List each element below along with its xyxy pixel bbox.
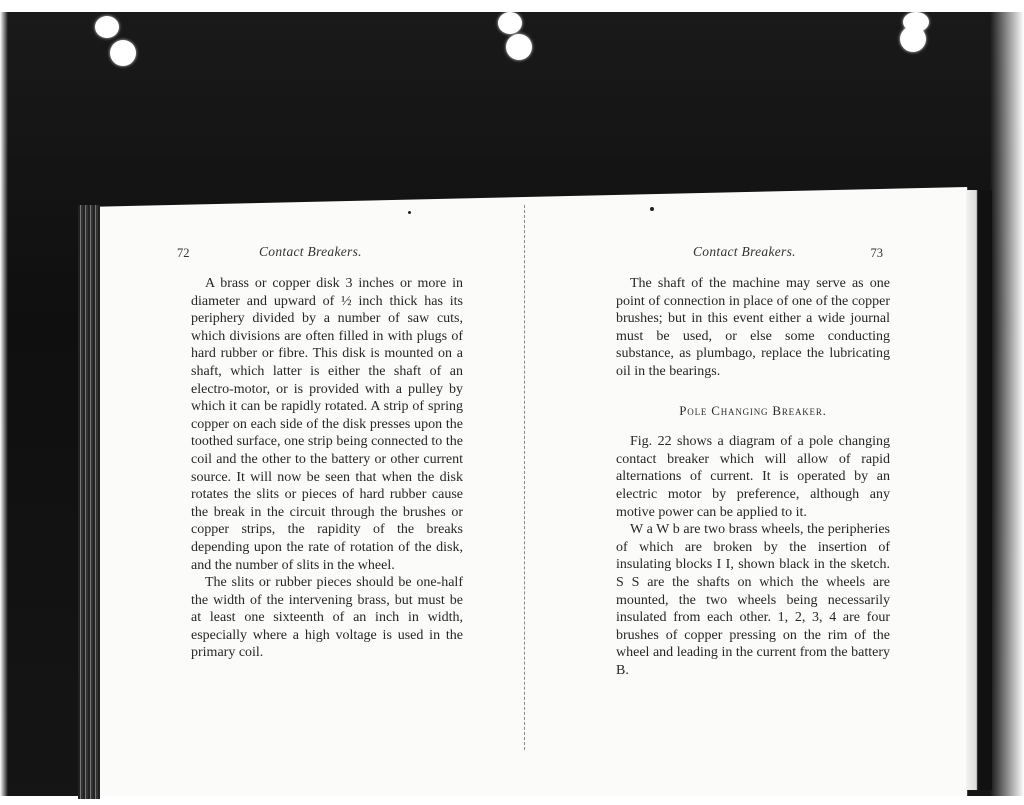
scan-edge-top [0,0,1024,12]
paragraph: Fig. 22 shows a diagram of a pole changing contact breaker which will allow of rapid alternations of current. It is operated by an electric motor by preference, although any motive power can be applied to it. [616,434,890,520]
page-header [163,238,463,264]
paragraph: The shaft of the machine may serve as one point of connection in place of one of the copper brushes; but in this event either a wide journal must be used, or else some conducting substance, as plumbago, replace the lubricating oil in the bearings. [616,276,890,379]
punch-hole [110,40,136,66]
left-page [163,238,463,662]
punch-hole [900,26,926,52]
running-head: Contact Breakers. [693,244,796,259]
page-number: 73 [870,246,883,260]
paragraph: A brass or copper disk 3 inches or more in diameter and upward of ½ inch thick has its periphery divided by a number of saw cuts, which divisions are often filled in with plugs of hard rubber or fibre. This disk is mounted on a shaft, which latter is either the shaft of an electro-motor, or is provided with a pulley by which it can be rapidly rotated. A strip of spring copper on each side of the disk presses upon the toothed surface, one strip being connected to the coil and the other to the battery or other current source. It will now be seen that when the disk rotates the slits or pieces of hard rubber cause the break in the circuit through the brushes or copper strips, the rapidity of the breaks depending upon the rate of rotation of the disk, and the number of slits in the wheel. [191,276,463,573]
paragraph: W a W b are two brass wheels, the peripheries of which are broken by the insertion of insulating blocks I I, shown black in the sketch. S S are the shafts on which the wheels are mounted, the two wheels being necessarily insulated from each other. 1, 2, 3, 4 are four brushes of copper pressing on the rim of the wheel and leading in the current from the battery B. [616,522,890,678]
section-heading: Pole Changing Breaker. [679,402,827,418]
scan-speck [650,207,654,211]
scan-speck [408,211,411,214]
page-number: 72 [177,246,190,260]
punch-hole [498,12,522,34]
page-body [603,275,893,679]
page-header [603,238,893,264]
page-body [163,275,463,662]
punch-hole [95,16,119,38]
book-page-edge [966,190,992,790]
scan-edge-bottom [0,796,1024,805]
punch-hole [506,34,532,60]
scan-edge-left [0,0,8,805]
running-head: Contact Breakers. [259,244,362,259]
paragraph: The slits or rubber pieces should be one-half the width of the intervening brass, but must be at least one sixteenth of an inch in width, especially where a high voltage is used in the primary coil. [191,575,463,661]
scan-edge-right [990,0,1024,805]
book-binding-edge [78,205,100,799]
book-gutter [524,205,525,750]
right-page [603,238,893,679]
